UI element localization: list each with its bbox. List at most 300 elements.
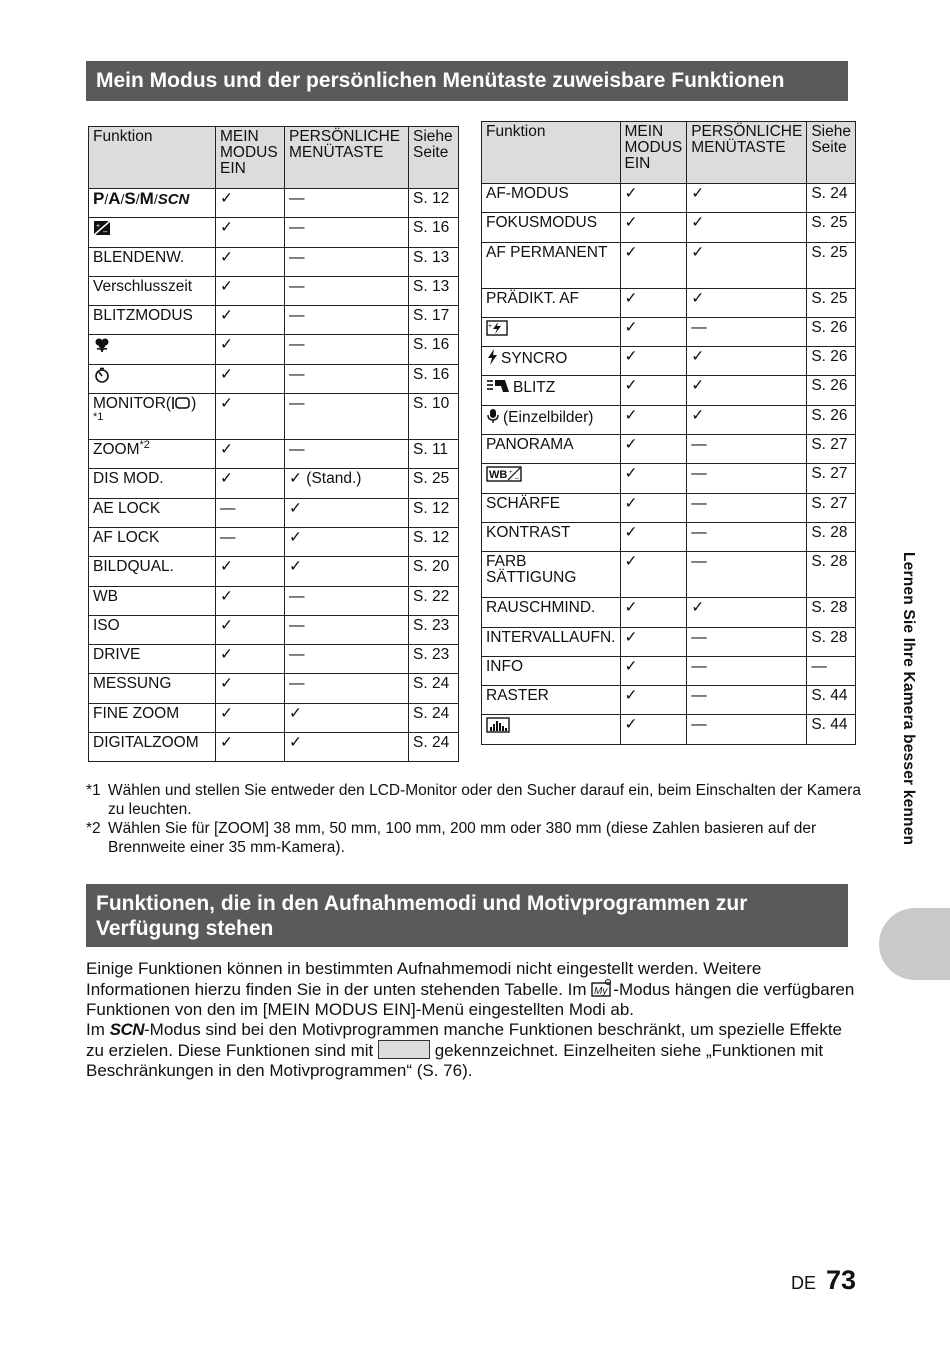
histogram-icon xyxy=(486,718,510,735)
cell-page-reference xyxy=(409,527,459,556)
cell-page-reference xyxy=(409,586,459,615)
cell-page-reference xyxy=(807,213,856,242)
table-row xyxy=(89,440,459,469)
function-label: AE LOCK xyxy=(93,499,161,517)
function-label: BLITZ xyxy=(513,379,556,397)
cell-function xyxy=(482,493,621,522)
body-paragraph xyxy=(86,1020,856,1081)
body-text: Einige Funktionen können in bestimmten Aufnahmemodi nicht eingestellt werden. Weitere Informationen hierzu finden Sie in der unten stehenden Tabelle. Im xyxy=(86,959,762,999)
cell-persoenliche-menuetaste xyxy=(285,615,409,644)
cell-mein-modus xyxy=(216,557,285,586)
cell-function xyxy=(89,335,216,364)
page-reference: S. 44 xyxy=(811,687,848,705)
function-label: INFO xyxy=(486,657,524,675)
cell-function xyxy=(482,627,621,656)
functions-table-right xyxy=(481,121,856,745)
cell-function xyxy=(482,184,621,213)
check-value: ✓ xyxy=(691,185,705,202)
page-reference: S. 17 xyxy=(413,307,450,325)
table-row xyxy=(482,435,856,464)
check-value: — xyxy=(691,318,707,336)
check-value: ✓ xyxy=(624,523,638,541)
function-label: Verschlusszeit xyxy=(93,277,193,295)
cell-persoenliche-menuetaste xyxy=(285,440,409,469)
cell-persoenliche-menuetaste xyxy=(687,522,807,551)
cell-mein-modus xyxy=(216,306,285,335)
check-value: ✓ xyxy=(624,318,638,336)
scn-mode-icon: SCN xyxy=(109,1020,145,1039)
column-header-label: Funktion xyxy=(486,123,546,140)
table-row xyxy=(482,288,856,317)
monitor-viewfinder-icon xyxy=(171,395,191,412)
check-value: ✓ xyxy=(220,616,233,634)
check-value: — xyxy=(289,219,305,237)
table-row xyxy=(482,213,856,242)
footnote-1 xyxy=(86,781,866,819)
page-reference: S. 26 xyxy=(811,348,848,366)
cell-mein-modus xyxy=(620,184,687,213)
cell-persoenliche-menuetaste xyxy=(285,364,409,393)
section-title-2: Funktionen, die in den Aufnahmemodi und Motivprogrammen zur Verfügung stehen xyxy=(86,884,848,947)
table-row xyxy=(482,522,856,551)
footnote-text: Wählen und stellen Sie entweder den LCD-Monitor oder den Sucher darauf ein, beim Einschalten der Kamera zu leuchten. xyxy=(108,782,862,818)
page-reference: S. 24 xyxy=(413,675,450,693)
check-value: — xyxy=(691,436,707,454)
page-reference: S. 26 xyxy=(811,318,848,336)
cell-mein-modus xyxy=(216,440,285,469)
function-label: RASTER xyxy=(486,687,549,705)
cell-page-reference xyxy=(807,522,856,551)
svg-text:+: + xyxy=(488,322,493,330)
check-value: — xyxy=(289,395,305,413)
cell-page-reference xyxy=(409,364,459,393)
mode-letter: M xyxy=(139,189,154,208)
cell-mein-modus xyxy=(620,715,687,744)
check-value: ✓ xyxy=(289,528,302,546)
my-mode-icon xyxy=(591,979,613,997)
cell-persoenliche-menuetaste xyxy=(687,213,807,242)
cell-persoenliche-menuetaste xyxy=(285,394,409,440)
check-value: — xyxy=(289,277,305,295)
cell-function xyxy=(89,674,216,703)
cell-function xyxy=(89,276,216,305)
table-row xyxy=(482,376,856,405)
function-label: MESSUNG xyxy=(93,675,172,693)
page-reference: S. 23 xyxy=(413,646,450,664)
table-row xyxy=(89,674,459,703)
cell-page-reference xyxy=(409,335,459,364)
page-reference: S. 27 xyxy=(811,436,848,454)
exposure-compensation-icon xyxy=(93,221,111,238)
cell-mein-modus xyxy=(216,674,285,703)
check-value: — xyxy=(289,336,305,354)
self-timer-icon xyxy=(93,368,111,385)
check-value: ✓ xyxy=(624,628,638,646)
mode-letter: A xyxy=(108,189,121,208)
page-reference: S. 20 xyxy=(413,558,450,576)
cell-page-reference xyxy=(409,557,459,586)
cell-function xyxy=(89,703,216,732)
cell-mein-modus xyxy=(620,656,687,685)
cell-mein-modus xyxy=(216,645,285,674)
functions-table-left xyxy=(88,126,459,762)
table-row xyxy=(482,464,856,493)
table-row xyxy=(89,703,459,732)
cell-function xyxy=(89,306,216,335)
cell-persoenliche-menuetaste xyxy=(687,464,807,493)
page-reference: S. 28 xyxy=(811,523,848,541)
check-value: — xyxy=(691,553,707,571)
page-reference: S. 12 xyxy=(413,528,450,546)
cell-function xyxy=(482,242,621,288)
function-label: MONITOR( xyxy=(93,395,172,413)
function-label: ISO xyxy=(93,616,120,634)
cell-function xyxy=(89,440,216,469)
table-row xyxy=(89,527,459,556)
page-reference: S. 12 xyxy=(413,499,450,517)
cell-function xyxy=(482,213,621,242)
cell-function xyxy=(482,317,621,346)
check-value: ✓ xyxy=(624,377,638,395)
check-value: ✓ xyxy=(289,499,302,517)
check-value: — xyxy=(691,687,707,705)
function-label: AF PERMANENT xyxy=(486,243,608,261)
function-label: INTERVALLAUFN. xyxy=(486,628,616,646)
cell-mein-modus xyxy=(620,627,687,656)
table-row xyxy=(89,218,459,247)
cell-function xyxy=(482,686,621,715)
check-value: — xyxy=(289,646,305,664)
column-header-label: PERSÖNLICHE MENÜTASTE xyxy=(691,123,803,156)
table-header-row xyxy=(482,122,856,184)
cell-page-reference xyxy=(409,218,459,247)
cell-mein-modus xyxy=(216,615,285,644)
check-value: ✓ xyxy=(220,734,233,752)
cell-function xyxy=(89,586,216,615)
cell-mein-modus xyxy=(620,522,687,551)
cell-mein-modus xyxy=(216,498,285,527)
function-label: BLENDENW. xyxy=(93,248,185,266)
page-reference: S. 10 xyxy=(413,395,450,413)
cell-page-reference xyxy=(409,440,459,469)
cell-persoenliche-menuetaste xyxy=(285,557,409,586)
check-value: — xyxy=(220,499,236,517)
svg-text:+: + xyxy=(96,223,101,231)
check-value: ✓ xyxy=(691,243,705,261)
cell-mein-modus xyxy=(620,435,687,464)
cell-persoenliche-menuetaste xyxy=(687,288,807,317)
table-row xyxy=(482,184,856,213)
cell-function xyxy=(89,615,216,644)
cell-persoenliche-menuetaste xyxy=(285,276,409,305)
check-value: ✓ xyxy=(624,436,638,454)
check-value: ✓ xyxy=(691,214,705,232)
cell-persoenliche-menuetaste xyxy=(687,317,807,346)
microphone-icon xyxy=(486,409,500,426)
cell-mein-modus xyxy=(620,493,687,522)
cell-page-reference xyxy=(409,674,459,703)
cell-page-reference xyxy=(807,376,856,405)
check-value: ✓ xyxy=(289,734,302,752)
cell-page-reference xyxy=(409,276,459,305)
check-value: ✓ xyxy=(624,553,638,571)
cell-function xyxy=(482,715,621,744)
page-reference: S. 25 xyxy=(413,470,450,488)
cell-mein-modus xyxy=(216,733,285,762)
flash-icon xyxy=(486,350,498,367)
cell-mein-modus xyxy=(216,364,285,393)
page-reference: S. 12 xyxy=(413,190,450,207)
column-header-persoenliche xyxy=(687,122,807,184)
function-label: PANORAMA xyxy=(486,436,574,454)
footnote-ref: *1 xyxy=(93,411,104,424)
cell-persoenliche-menuetaste xyxy=(285,218,409,247)
footnote-text: Wählen Sie für [ZOOM] 38 mm, 50 mm, 100 mm, 200 mm oder 380 mm (diese Zahlen basieren auf der Brennweite einer 35 mm-Kamera). xyxy=(108,820,817,856)
cell-persoenliche-menuetaste xyxy=(687,347,807,376)
cell-mein-modus xyxy=(620,347,687,376)
cell-function xyxy=(89,645,216,674)
cell-mein-modus xyxy=(620,405,687,434)
cell-mein-modus xyxy=(216,276,285,305)
cell-mein-modus xyxy=(620,242,687,288)
page-reference: S. 16 xyxy=(413,219,450,237)
page-reference: S. 24 xyxy=(413,704,450,722)
page-reference: S. 22 xyxy=(413,587,450,605)
table-row xyxy=(89,276,459,305)
table-row xyxy=(89,247,459,276)
check-value: ✓ xyxy=(624,716,638,734)
column-header-label: Siehe Seite xyxy=(413,128,453,161)
body-text: Im xyxy=(86,1020,110,1039)
page-reference: — xyxy=(811,657,827,675)
cell-persoenliche-menuetaste xyxy=(285,674,409,703)
check-value: ✓ xyxy=(220,587,233,605)
check-value: ✓ xyxy=(220,219,233,237)
cell-persoenliche-menuetaste xyxy=(285,469,409,498)
page-reference: S. 13 xyxy=(413,248,450,266)
cell-persoenliche-menuetaste xyxy=(285,498,409,527)
check-value: ✓ xyxy=(624,406,638,424)
function-label: ZOOM xyxy=(93,441,140,459)
page-reference: S. 44 xyxy=(811,716,848,734)
check-value: ✓ xyxy=(289,704,302,722)
cell-function xyxy=(482,405,621,434)
check-value: ✓ xyxy=(624,214,638,232)
check-value: ✓ xyxy=(220,336,233,354)
cell-function xyxy=(89,557,216,586)
cell-mein-modus xyxy=(620,288,687,317)
check-value: ✓ xyxy=(624,494,638,512)
page-reference: S. 27 xyxy=(811,494,848,512)
cell-function xyxy=(482,656,621,685)
check-value: — xyxy=(691,657,707,675)
cell-mein-modus xyxy=(216,394,285,440)
check-value: ✓ xyxy=(691,599,705,617)
check-value: ✓ xyxy=(220,190,233,207)
footnotes xyxy=(86,781,866,857)
check-value: — xyxy=(691,628,707,646)
check-value: ✓ xyxy=(691,348,705,366)
cell-page-reference xyxy=(807,493,856,522)
footnote-mark: *1 xyxy=(86,782,101,799)
check-value: ✓ xyxy=(624,687,638,705)
cell-persoenliche-menuetaste xyxy=(285,527,409,556)
column-header-label: Siehe Seite xyxy=(811,123,851,156)
table-row xyxy=(89,394,459,440)
table-row xyxy=(482,405,856,434)
footnote-mark: *2 xyxy=(86,820,101,837)
cell-persoenliche-menuetaste xyxy=(285,306,409,335)
white-balance-compensation-icon xyxy=(486,467,522,484)
table-row xyxy=(89,733,459,762)
table-row xyxy=(89,557,459,586)
cell-mein-modus xyxy=(216,527,285,556)
check-value: ✓ xyxy=(624,599,638,617)
cell-function xyxy=(482,522,621,551)
function-label: DIS MOD. xyxy=(93,470,164,488)
cell-page-reference xyxy=(807,627,856,656)
cell-page-reference xyxy=(409,469,459,498)
cell-page-reference xyxy=(409,645,459,674)
cell-page-reference xyxy=(807,598,856,627)
check-value: ✓ xyxy=(220,395,233,413)
page-reference: S. 26 xyxy=(811,377,848,395)
table-row xyxy=(89,645,459,674)
table-row xyxy=(482,656,856,685)
column-header-mein-modus xyxy=(216,127,285,189)
restriction-marker-box xyxy=(378,1040,430,1059)
check-value: ✓ xyxy=(220,646,233,664)
cell-persoenliche-menuetaste xyxy=(285,733,409,762)
table-row xyxy=(482,242,856,288)
cell-function xyxy=(482,288,621,317)
cell-persoenliche-menuetaste xyxy=(687,435,807,464)
check-value: — xyxy=(289,587,305,605)
check-value: ✓ xyxy=(691,377,705,395)
column-header-persoenliche xyxy=(285,127,409,189)
body-text: -Modus hängen die verfügbaren Funktionen von den im [MEIN MODUS EIN]-Menü eingestellten Modi ab. xyxy=(86,980,855,1019)
page-number-value: 73 xyxy=(826,1265,857,1295)
check-value: — xyxy=(289,675,305,693)
function-label: WB xyxy=(93,587,118,605)
function-label: BILDQUAL. xyxy=(93,558,174,576)
cell-function xyxy=(482,347,621,376)
table-row xyxy=(482,715,856,744)
function-label: ) xyxy=(191,395,197,413)
cell-function xyxy=(89,469,216,498)
cell-persoenliche-menuetaste xyxy=(285,247,409,276)
cell-function xyxy=(89,394,216,440)
check-value: ✓ xyxy=(220,675,233,693)
cell-mein-modus xyxy=(216,189,285,218)
cell-mein-modus xyxy=(620,376,687,405)
cell-persoenliche-menuetaste xyxy=(687,686,807,715)
check-value: — xyxy=(289,441,305,459)
table-row xyxy=(482,493,856,522)
function-label: FARB SÄTTIGUNG xyxy=(486,553,577,587)
check-value: ✓ xyxy=(220,307,233,325)
mode-letter: P xyxy=(93,189,105,208)
check-value: ✓ xyxy=(220,558,233,576)
page-reference: S. 27 xyxy=(811,465,848,483)
cell-function xyxy=(482,552,621,598)
cell-mein-modus xyxy=(216,469,285,498)
page-reference: S. 26 xyxy=(811,406,848,424)
function-label: FINE ZOOM xyxy=(93,704,180,722)
function-label: DRIVE xyxy=(93,646,141,664)
cell-mein-modus xyxy=(620,552,687,598)
cell-persoenliche-menuetaste xyxy=(687,242,807,288)
column-header-funktion xyxy=(89,127,216,189)
cell-function xyxy=(89,218,216,247)
cell-function xyxy=(89,527,216,556)
cell-persoenliche-menuetaste xyxy=(687,627,807,656)
page-number xyxy=(791,1265,856,1296)
cell-mein-modus xyxy=(216,586,285,615)
page-language: DE xyxy=(791,1273,817,1293)
column-header-label: MEIN MODUS EIN xyxy=(220,128,278,177)
cell-mein-modus xyxy=(216,703,285,732)
chapter-sidebar-text: Lernen Sie Ihre Kamera besser kennen xyxy=(900,552,917,846)
column-header-mein-modus xyxy=(620,122,687,184)
cell-page-reference xyxy=(409,306,459,335)
function-label: SCHÄRFE xyxy=(486,494,561,512)
cell-mein-modus xyxy=(620,317,687,346)
cell-persoenliche-menuetaste xyxy=(687,598,807,627)
check-value: ✓ xyxy=(691,406,705,424)
page-reference: S. 25 xyxy=(811,214,848,232)
cell-mein-modus xyxy=(620,213,687,242)
mode-letter: / xyxy=(104,191,109,207)
table-row xyxy=(482,317,856,346)
cell-mein-modus xyxy=(620,686,687,715)
page-reference: S. 25 xyxy=(811,243,848,261)
page-reference: S. 24 xyxy=(811,185,848,202)
cell-function xyxy=(482,376,621,405)
cell-mein-modus xyxy=(216,218,285,247)
check-value: — xyxy=(691,523,707,541)
cell-function xyxy=(89,247,216,276)
cell-function xyxy=(482,435,621,464)
page-reference: S. 28 xyxy=(811,628,848,646)
svg-text:WB: WB xyxy=(489,469,508,482)
cell-persoenliche-menuetaste xyxy=(687,184,807,213)
table-row xyxy=(482,347,856,376)
cell-page-reference xyxy=(807,242,856,288)
cell-function xyxy=(89,733,216,762)
column-header-seite xyxy=(409,127,459,189)
check-value: ✓ xyxy=(624,465,638,483)
table-row xyxy=(89,335,459,364)
footnote-2 xyxy=(86,819,866,857)
cell-persoenliche-menuetaste xyxy=(285,703,409,732)
mode-letter: SCN xyxy=(157,191,190,208)
cell-persoenliche-menuetaste xyxy=(687,552,807,598)
cell-page-reference xyxy=(807,435,856,464)
check-value: ✓ xyxy=(289,558,302,576)
function-label: AF-MODUS xyxy=(486,185,569,202)
footnote-ref: *2 xyxy=(139,439,150,452)
cell-mein-modus xyxy=(620,464,687,493)
macro-flower-icon xyxy=(93,338,111,355)
cell-page-reference xyxy=(807,464,856,493)
column-header-funktion xyxy=(482,122,621,184)
cell-page-reference xyxy=(807,288,856,317)
check-value: ✓ xyxy=(220,704,233,722)
cell-function xyxy=(482,598,621,627)
check-value: — xyxy=(289,190,305,207)
check-value: ✓ xyxy=(220,277,233,295)
